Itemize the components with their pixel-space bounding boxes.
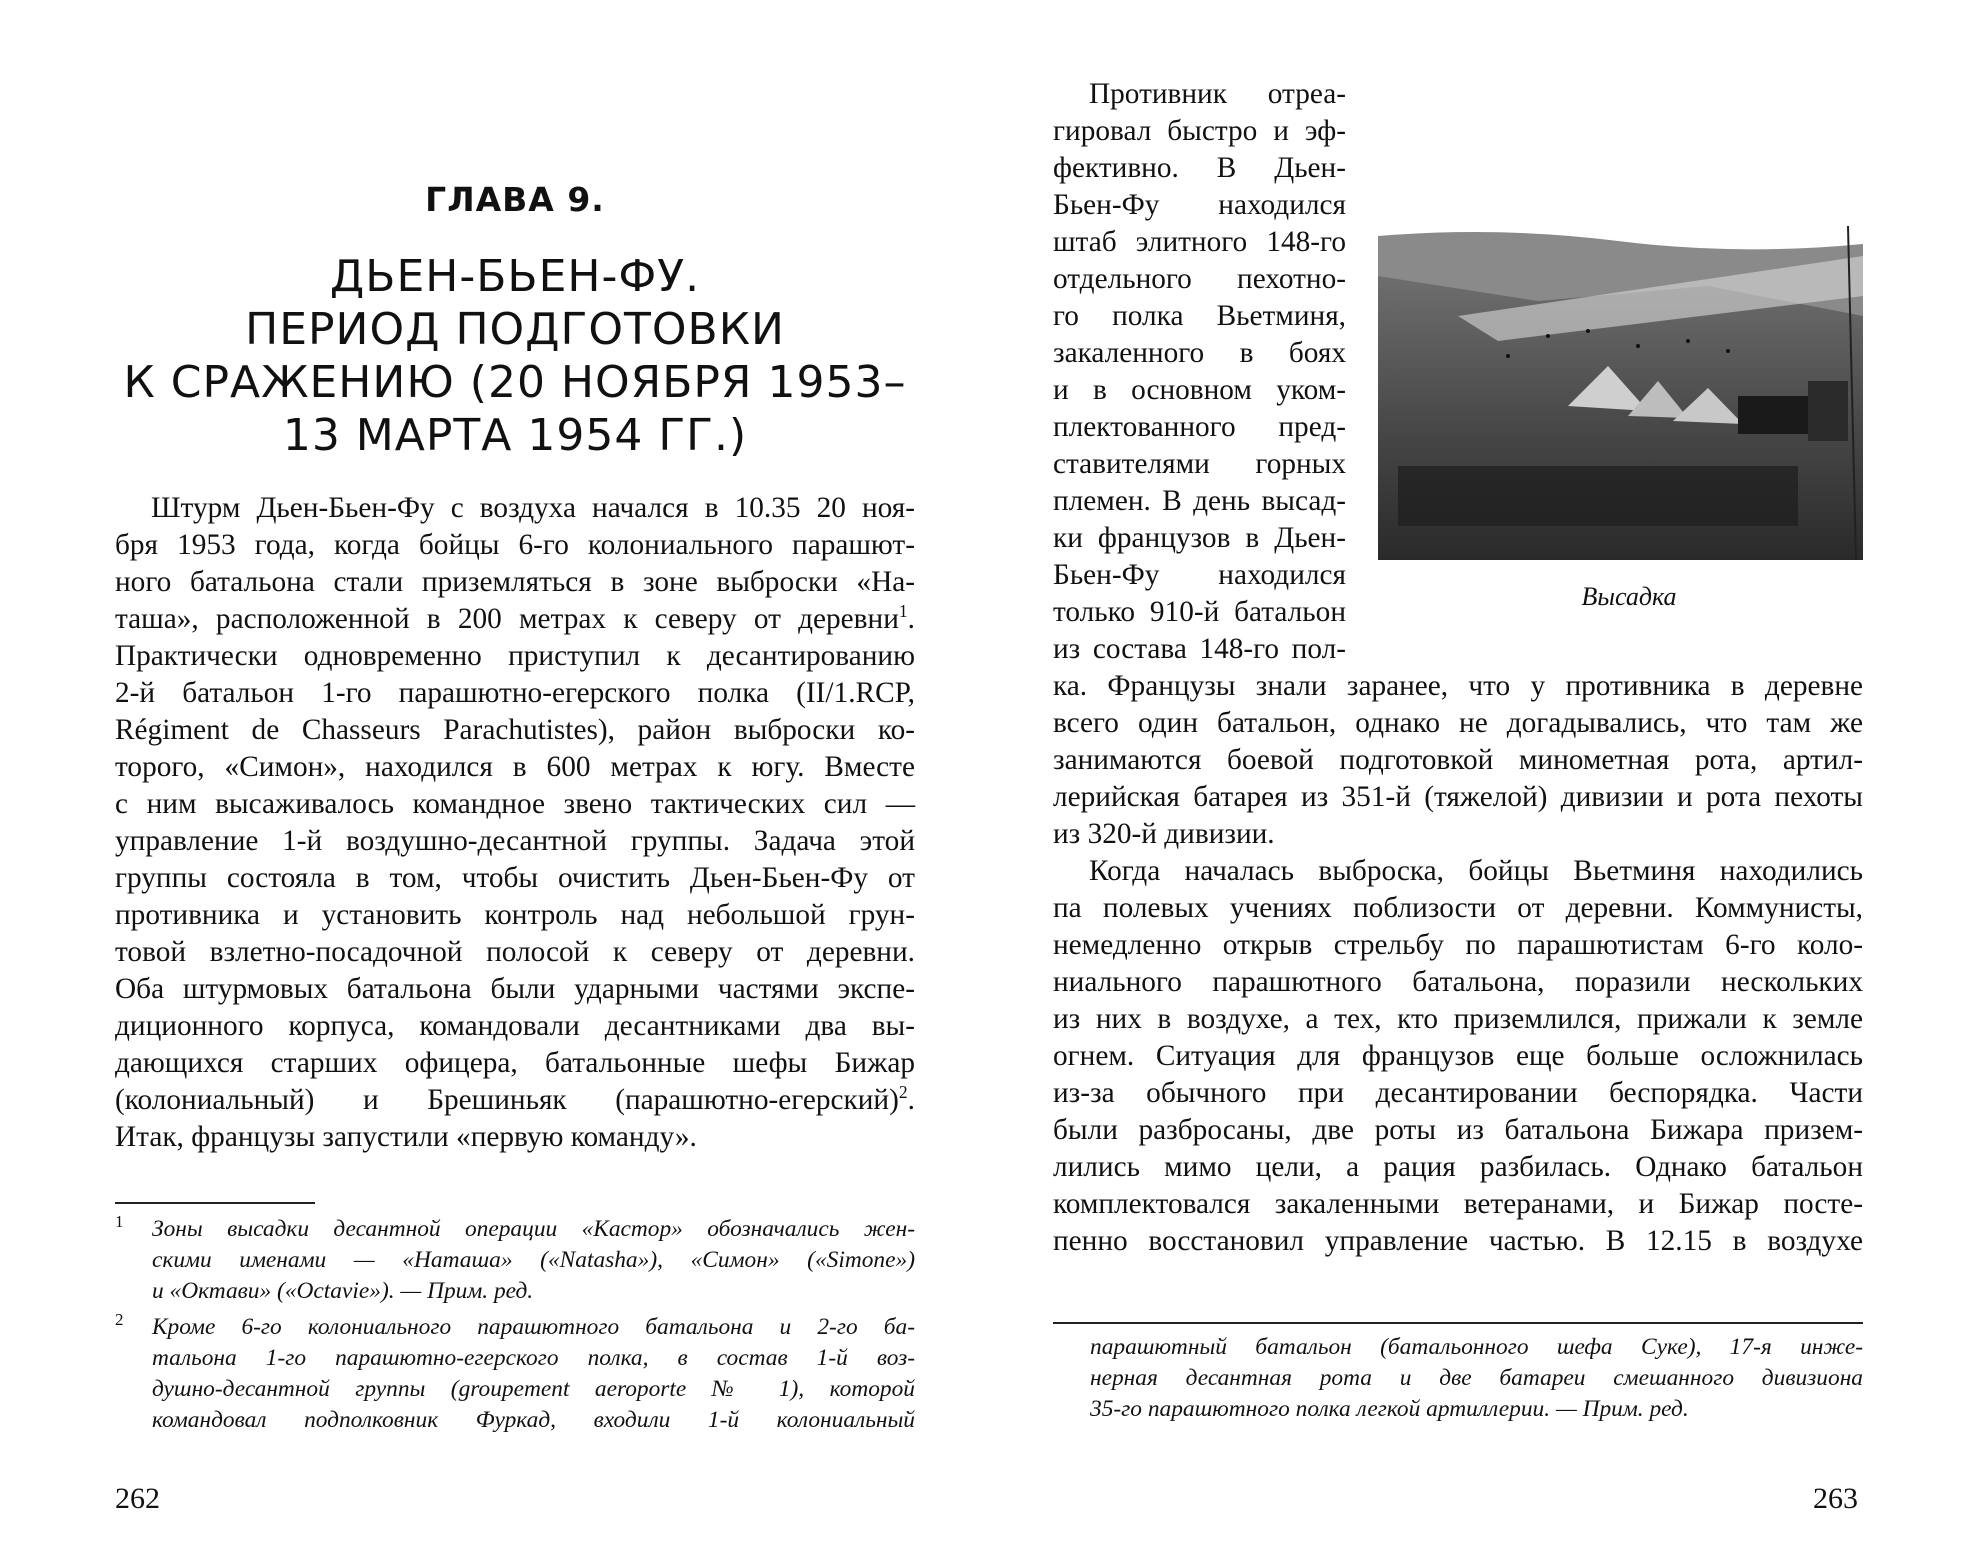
footnote-line: нерная десантная рота и две батареи смешанного дивизиона xyxy=(1090,1365,1863,1391)
body-line: огнем. Ситуация для французов еще больше осложнилась xyxy=(1053,1040,1863,1072)
body-line: диционного корпуса, командовали десантниками два вы- xyxy=(115,1010,915,1042)
footnote-number: 2 xyxy=(115,1310,124,1329)
body-line: из-за обычного при десантировании беспорядка. Части xyxy=(1053,1077,1863,1109)
footnote-ref[interactable]: 1 xyxy=(898,601,908,622)
body-line: гировал быстро и эф- xyxy=(1053,115,1346,147)
body-line: па полевых учениях поблизости от деревни. Коммунисты, xyxy=(1053,892,1863,924)
body-line: из них в воздухе, а тех, кто приземлился, прижали к земле xyxy=(1053,1003,1863,1035)
left-page xyxy=(0,0,981,1552)
page-number: 263 xyxy=(1813,1482,1858,1515)
body-line: плектованного пред- xyxy=(1053,411,1346,443)
body-line: пенно восстановил управление частью. В 12.15 в воздухе xyxy=(1053,1225,1863,1257)
body-line: фективно. В Дьен- xyxy=(1053,152,1346,184)
chapter-title-line: 13 МАРТА 1954 ГГ.) xyxy=(282,410,748,461)
body-line: управление 1-й воздушно-десантной группы. Задача этой xyxy=(115,825,915,857)
chapter-title-line: ДЬЕН-БЬЕН-ФУ. xyxy=(329,251,701,302)
body-line: ки французов в Дьен- xyxy=(1053,522,1346,554)
body-line: товой взлетно-посадочной полосой к северу от деревни. xyxy=(115,936,915,968)
body-line: ка. Французы знали заранее, что у противника в деревне xyxy=(1053,670,1863,702)
body-line: Оба штурмовых батальона были ударными частями экспе- xyxy=(115,973,915,1005)
footnote-2 xyxy=(152,1312,915,1436)
body-line: ниального парашютного батальона, поразили нескольких xyxy=(1053,966,1863,998)
footnote-1 xyxy=(152,1214,915,1307)
left-body-text: Штурм Дьен-Бьен-Фу с воздуха начался в 10.35 20 ноя- бря 1953 года, когда бойцы 6-го колониального парашют- ного батальона стали приземляться в зоне выброски «На- таша», расположенной в 200 метрах к северу от деревни$^1$. Практически одновременно приступил к десантированию 2-й батальон 1-го парашютно-егерского полка (II/1.RCP, Régiment de Chasseurs Parachutistes), район выброски ко- торого, «Симон», находился в 600 метрах к югу. Вместе с ним высаживалось командное звено тактических сил — управление 1-й воздушно-десантной группы. Задача этой группы состояла в том, чтобы очистить Дьен-Бьен-Фу от противника и установить контроль над небольшой грун- товой взлетно-посадочной полосой к северу от деревни. Оба штурмовых батальона были ударными частями экспе- диционного корпуса, командовали десантниками два вы- дающихся старших офицера, батальонные шефы Бижар (колониальный) и Брешиньяк (парашютно-егерский)$^2$. Итак, французы запустили «первую команду». xyxy=(115,490,915,1156)
body-line: Бьен-Фу находился xyxy=(1053,189,1346,221)
footnote-line: командовал подполковник Фуркад, входили 1-й колониальный xyxy=(152,1407,915,1433)
body-line: племен. В день высад- xyxy=(1053,485,1346,517)
footnote-line: Зоны высадки десантной операции «Кастор» обозначались жен- xyxy=(152,1216,915,1242)
body-line: были разбросаны, две роты из батальона Бижара призем- xyxy=(1053,1114,1863,1146)
footnote-ref[interactable]: 2 xyxy=(898,1082,908,1103)
body-line: штаб элитного 148-го xyxy=(1053,226,1346,258)
footnote-line: тальона 1-го парашютно-егерского полка, в состав 1-й воз- xyxy=(152,1345,915,1371)
photo-caption: Высадка xyxy=(1581,582,1677,611)
footnote-number: 1 xyxy=(115,1212,124,1231)
body-line: лерийская батарея из 351-й (тяжелой) дивизии и рота пехоты xyxy=(1053,781,1863,813)
body-line: закаленного в боях xyxy=(1053,337,1346,369)
body-line: ного батальона стали приземляться в зоне выброски «На- xyxy=(115,566,915,598)
chapter-title-line: ПЕРИОД ПОДГОТОВКИ xyxy=(245,304,785,355)
body-line: отдельного пехотно- xyxy=(1053,263,1346,295)
footnote-line: и «Октави» («Octavie»). — Прим. ред. xyxy=(152,1278,534,1304)
chapter-title-line: К СРАЖЕНИЮ (20 НОЯБРЯ 1953– xyxy=(123,357,907,408)
body-line: из состава 148-го пол- xyxy=(1053,633,1346,665)
footnote-line: Кроме 6-го колониального парашютного батальона и 2-го ба- xyxy=(152,1314,915,1340)
body-line: группы состояла в том, чтобы очистить Дьен-Бьен-Фу от xyxy=(115,862,915,894)
body-line: таша», расположенной в 200 метрах к северу от деревни xyxy=(115,603,899,635)
body-line: Противник отреа- xyxy=(1089,78,1346,110)
body-line: торого, «Симон», находился в 600 метрах к югу. Вместе xyxy=(115,751,915,783)
body-line: дающихся старших офицера, батальонные шефы Бижар xyxy=(115,1047,915,1079)
body-line: Итак, французы запустили «первую команду». xyxy=(115,1121,697,1153)
body-line: Бьен-Фу находился xyxy=(1053,559,1346,591)
chapter-label: ГЛАВА 9. xyxy=(425,180,605,219)
footnote-continuation xyxy=(1090,1332,1863,1425)
body-line: из 320-й дивизии. xyxy=(1053,818,1275,850)
body-line: го полка Вьетминя, xyxy=(1053,300,1346,332)
right-body-text xyxy=(1053,668,1863,1260)
body-line: Когда началась выброска, бойцы Вьетминя находились xyxy=(1089,855,1863,887)
body-line: с ним высаживалось командное звено тактических сил — xyxy=(115,788,915,820)
page-number: 262 xyxy=(115,1482,160,1515)
body-line: всего один батальон, однако не догадывались, что там же xyxy=(1053,707,1863,739)
footnote-line: скими именами — «Наташа» («Natasha»), «Симон» («Simone») xyxy=(152,1247,915,1273)
body-line: лились мимо цели, а рация разбилась. Однако батальон xyxy=(1053,1151,1863,1183)
footnote-divider xyxy=(115,1202,315,1204)
body-line: только 910-й батальон xyxy=(1053,596,1346,628)
body-line: занимаются боевой подготовкой минометная рота, артил- xyxy=(1053,744,1863,776)
chapter-title xyxy=(115,250,915,462)
body-line: Régiment de Chasseurs Parachutistes), район выброски ко- xyxy=(115,714,915,746)
footnote-line: душно-десантной группы (groupement aeroporte № 1), которой xyxy=(152,1376,915,1402)
body-line: и в основном уком- xyxy=(1053,374,1346,406)
body-line: (колониальный) и Брешиньяк (парашютно-егерский) xyxy=(115,1084,899,1116)
body-line: Практически одновременно приступил к десантированию xyxy=(115,640,915,672)
landing-photo xyxy=(1378,126,1863,560)
footnote-line: 35-го парашютного полка легкой артиллерии. — Прим. ред. xyxy=(1090,1396,1689,1422)
body-line: бря 1953 года, когда бойцы 6-го колониального парашют- xyxy=(115,529,915,561)
body-line: ставителями горных xyxy=(1053,448,1346,480)
body-line: комплектовался закаленными ветеранами, и Бижар посте- xyxy=(1053,1188,1863,1220)
body-line: противника и установить контроль над небольшой грун- xyxy=(115,899,915,931)
footnote-divider xyxy=(1053,1322,1863,1324)
body-line: Штурм Дьен-Бьен-Фу с воздуха начался в 10.35 20 ноя- xyxy=(151,492,915,524)
footnote-line: парашютный батальон (батальонного шефа Суке), 17-я инже- xyxy=(1090,1334,1863,1360)
right-narrow-text xyxy=(1053,76,1346,668)
body-line: немедленно открыв стрельбу по парашютистам 6-го коло- xyxy=(1053,929,1863,961)
body-line: 2-й батальон 1-го парашютно-егерского полка (II/1.RCP, xyxy=(115,677,915,709)
